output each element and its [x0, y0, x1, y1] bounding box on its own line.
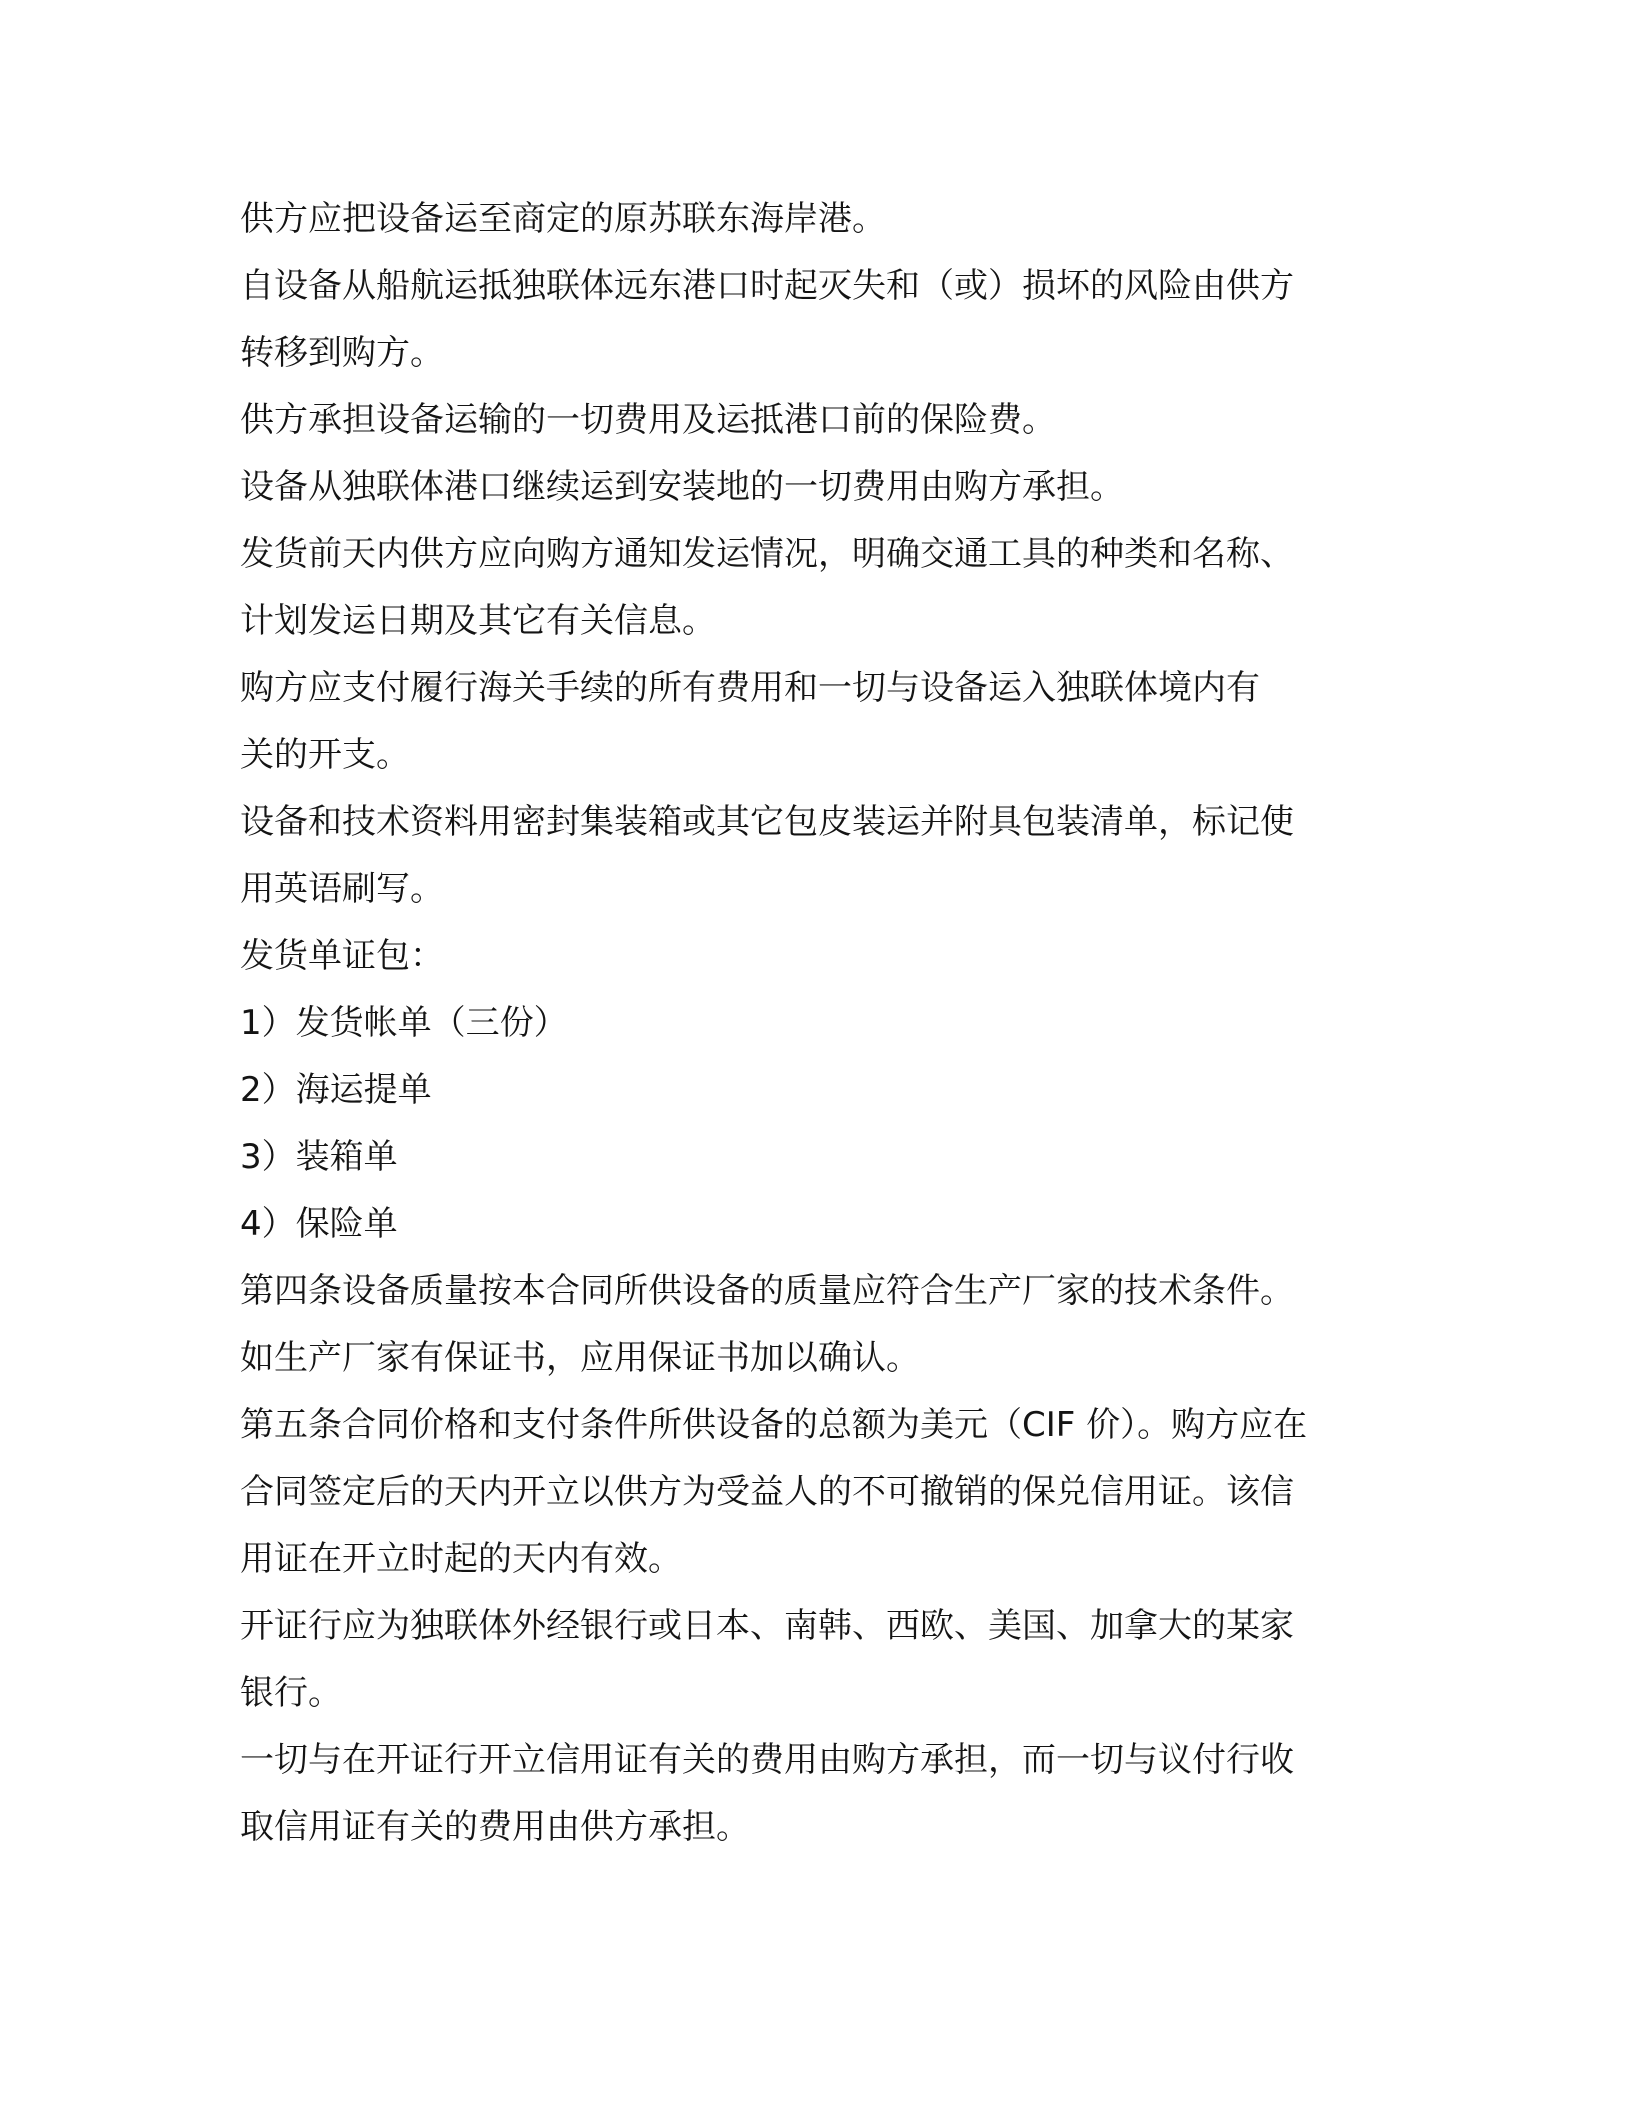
text-line: 如生产厂家有保证书，应用保证书加以确认。 — [240, 1338, 920, 1378]
text-line: 购方应支付履行海关手续的所有费用和一切与设备运入独联体境内有 — [240, 668, 1260, 708]
document-body — [240, 186, 1400, 1861]
text-line: 转移到购方。 — [240, 333, 444, 373]
text-line: 供方承担设备运输的一切费用及运抵港口前的保险费。 — [240, 400, 1056, 440]
text-line: 第四条设备质量按本合同所供设备的质量应符合生产厂家的技术条件。 — [240, 1271, 1294, 1311]
text-line: 发货前天内供方应向购方通知发运情况，明确交通工具的种类和名称、 — [240, 534, 1294, 574]
text-line: 计划发运日期及其它有关信息。 — [240, 601, 716, 641]
text-line: 银行。 — [240, 1673, 342, 1713]
text-line: 取信用证有关的费用由供方承担。 — [240, 1807, 750, 1847]
text-line: 第五条合同价格和支付条件所供设备的总额为美元（CIF 价）。购方应在 — [240, 1405, 1308, 1445]
text-line: 用证在开立时起的天内有效。 — [240, 1539, 682, 1579]
text-line: 关的开支。 — [240, 735, 410, 775]
text-line: 自设备从船航运抵独联体远东港口时起灭失和（或）损坏的风险由供方 — [240, 266, 1294, 306]
list-item: 3）装箱单 — [240, 1137, 398, 1177]
text-line: 供方应把设备运至商定的原苏联东海岸港。 — [240, 199, 886, 239]
text-line: 合同签定后的天内开立以供方为受益人的不可撤销的保兑信用证。该信 — [240, 1472, 1294, 1512]
list-item: 1）发货帐单（三份） — [240, 1003, 568, 1043]
list-item: 4）保险单 — [240, 1204, 398, 1244]
text-line: 设备和技术资料用密封集装箱或其它包皮装运并附具包装清单，标记使 — [240, 802, 1294, 842]
list-heading: 发货单证包： — [240, 936, 444, 976]
text-line: 设备从独联体港口继续运到安装地的一切费用由购方承担。 — [240, 467, 1124, 507]
list-item: 2）海运提单 — [240, 1070, 432, 1110]
text-line: 开证行应为独联体外经银行或日本、南韩、西欧、美国、加拿大的某家 — [240, 1606, 1294, 1646]
text-line: 用英语刷写。 — [240, 869, 444, 909]
text-line: 一切与在开证行开立信用证有关的费用由购方承担，而一切与议付行收 — [240, 1740, 1294, 1780]
